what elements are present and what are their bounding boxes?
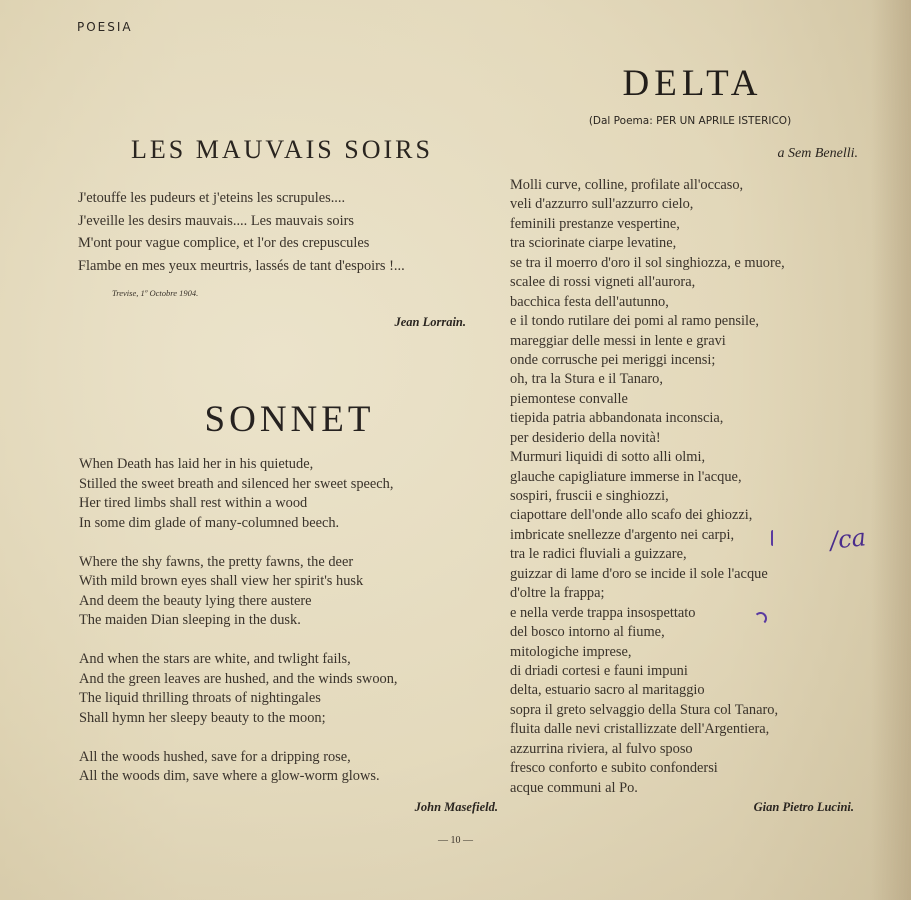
poem-line: All the woods hushed, save for a dripping rose, [79, 748, 351, 765]
poem-line: mitologiche imprese, [510, 643, 632, 660]
poem-line: Shall hymn her sleepy beauty to the moon; [79, 709, 326, 726]
poem-line: per desiderio della novità! [510, 429, 661, 446]
poem-line: J'etouffe les pudeurs et j'eteins les scrupules.... [78, 190, 346, 206]
poem-line: se tra il moerro d'oro il sol singhiozza, e muore, [510, 254, 785, 271]
poem-dedication: a Sem Benelli. [777, 146, 858, 161]
poem-line: All the woods dim, save where a glow-worm glows. [79, 768, 380, 784]
poem-line: e nella verde trappa insospettato [510, 604, 696, 621]
ink-correction-mark [754, 612, 767, 625]
poem-line: Stilled the sweet breath and silenced her sweet speech, [79, 475, 394, 492]
poem-line: e il tondo rutilare dei pomi al ramo pensile, [510, 313, 759, 330]
poem-line: And when the stars are white, and twlight fails, [79, 651, 351, 667]
poem-author-john-masefield: John Masefield. [414, 800, 498, 814]
page-number: — 10 — [438, 835, 473, 846]
poem-line: imbricate snellezze d'argento nei carpi, [510, 526, 735, 543]
poem-body-les-mauvais-soirs [78, 187, 405, 277]
poem-line: Molli curve, colline, profilate all'occaso, [510, 177, 744, 193]
poem-line: sospiri, fruscii e singhiozzi, [510, 488, 669, 504]
poem-line: glauche capigliature immerse in l'acque, [510, 468, 742, 485]
poem-title-sonnet: SONNET [204, 399, 375, 440]
poem-line: Where the shy fawns, the pretty fawns, the deer [79, 553, 354, 570]
poem-line: guizzar di lame d'oro se incide il sole l'acque [510, 565, 768, 582]
poem-line: The maiden Dian sleeping in the dusk. [79, 612, 301, 628]
poem-line: Her tired limbs shall rest within a wood [79, 495, 308, 511]
poem-line: tra le radici fluviali a guizzare, [510, 546, 687, 563]
handwritten-annotation: /ca [828, 523, 868, 555]
poem-line: di driadi cortesi e fauni impuni [510, 662, 688, 679]
poem-line: scalee di rossi vigneti all'aurora, [510, 274, 696, 291]
stanza-break [79, 631, 398, 651]
poem-line: sopra il greto selvaggio della Stura col Tanaro, [510, 701, 779, 718]
poem-line: delta, estuario sacro al maritaggio [510, 682, 705, 699]
poem-line: And deem the beauty lying there austere [79, 592, 312, 609]
poem-line: veli d'azzurro sull'azzurro cielo, [510, 196, 694, 213]
poem-title-delta: DELTA [622, 63, 763, 104]
poem-author-gian-pietro-lucini: Gian Pietro Lucini. [753, 800, 854, 814]
poem-line: tra sciorinate ciarpe levatine, [510, 235, 677, 252]
poem-line: mareggiar delle messi in lente e gravi [510, 332, 726, 349]
poem-body-delta [510, 176, 785, 798]
poem-line: fluita dalle nevi cristallizzate dell'Argentiera, [510, 721, 770, 738]
poem-line: The liquid thrilling throats of nightingales [79, 690, 321, 706]
running-header: POESIA [77, 20, 133, 34]
poem-line: del bosco intorno al fiume, [510, 624, 665, 641]
poem-line: With mild brown eyes shall view her spirit's husk [79, 573, 364, 589]
poem-line: M'ont pour vague complice, et l'or des crepuscules [78, 235, 370, 251]
poem-line: feminili prestanze vespertine, [510, 215, 680, 232]
poem-line: And the green leaves are hushed, and the winds swoon, [79, 670, 398, 687]
poem-date: Trevise, 1º Octobre 1904. [112, 288, 199, 298]
poem-line: bacchica festa dell'autunno, [510, 293, 669, 310]
poem-subtitle: (Dal Poema: PER UN APRILE ISTERICO) [588, 115, 792, 127]
stanza-break [79, 533, 398, 553]
poem-line: In some dim glade of many-columned beech. [79, 514, 340, 531]
stanza-break [79, 728, 398, 748]
poem-line: J'eveille les desirs mauvais.... Les mauvais soirs [78, 212, 354, 229]
poem-line: When Death has laid her in his quietude, [79, 456, 314, 472]
poem-line: onde corrusche pei meriggi incensi; [510, 351, 716, 368]
poem-line: piemontese convalle [510, 390, 628, 407]
poem-line: oh, tra la Stura e il Tanaro, [510, 371, 663, 388]
poem-line: fresco conforto e subito confondersi [510, 760, 718, 777]
poem-author-jean-lorrain: Jean Lorrain. [394, 315, 466, 329]
poem-title-les-mauvais-soirs: LES MAUVAIS SOIRS [131, 135, 433, 164]
poem-line: d'oltre la frappa; [510, 585, 605, 602]
poem-line: Flambe en mes yeux meurtris, lassés de tant d'espoirs !... [78, 257, 405, 274]
poem-line: tiepida patria abbandonata inconscia, [510, 410, 724, 427]
ink-correction-mark [771, 530, 778, 546]
poem-line: Murmuri liquidi di sotto alli olmi, [510, 449, 706, 466]
poem-body-sonnet [79, 455, 398, 787]
poem-line: azzurrina riviera, al fulvo sposo [510, 740, 693, 757]
poem-line: acque communi al Po. [510, 779, 638, 796]
poem-line: ciapottare dell'onde allo scafo dei ghiozzi, [510, 507, 753, 524]
